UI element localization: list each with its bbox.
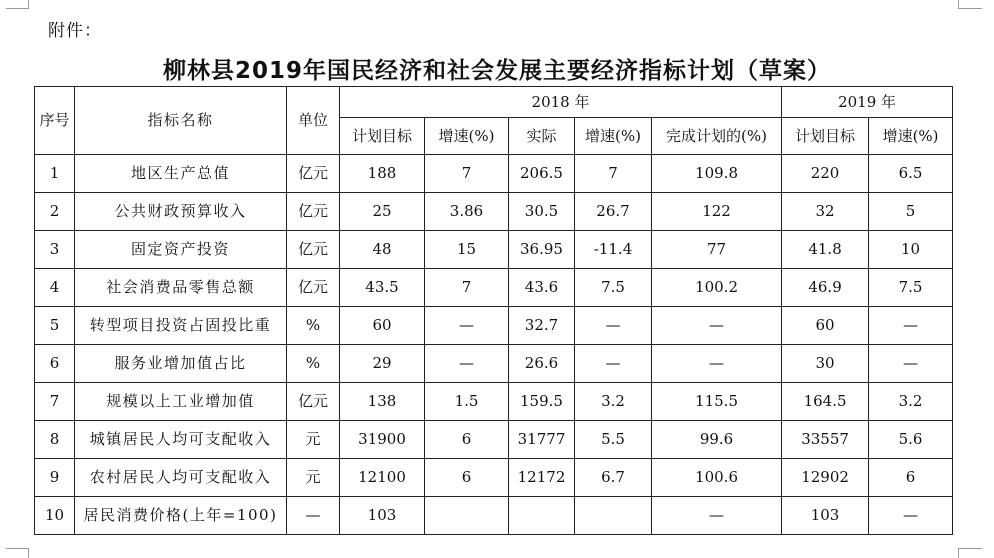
cell-unit: % [287, 345, 340, 383]
cell-2019-growth: 10 [869, 231, 953, 269]
cell-2018-actual: 206.5 [509, 155, 575, 193]
cell-seq: 8 [35, 421, 75, 459]
cell-2018-plan-growth [425, 497, 509, 535]
cell-seq: 7 [35, 383, 75, 421]
cell-2018-actual-growth: 7.5 [575, 269, 652, 307]
cell-2018-plan: 138 [340, 383, 425, 421]
cell-2018-plan-growth: 7 [425, 269, 509, 307]
cell-indicator-name: 农村居民人均可支配收入 [75, 459, 287, 497]
cell-indicator-name: 服务业增加值占比 [75, 345, 287, 383]
cell-2018-actual-growth [575, 497, 652, 535]
cell-2019-plan: 33557 [782, 421, 869, 459]
cell-2018-plan-growth: 1.5 [425, 383, 509, 421]
crop-mark-bottom-right-h [958, 548, 982, 549]
cell-2018-completion: 100.2 [652, 269, 782, 307]
cell-2018-plan: 48 [340, 231, 425, 269]
cell-seq: 5 [35, 307, 75, 345]
cell-2018-actual: 32.7 [509, 307, 575, 345]
cell-2018-actual: 36.95 [509, 231, 575, 269]
cell-2019-growth: — [869, 307, 953, 345]
cell-unit: 亿元 [287, 269, 340, 307]
header-unit: 单位 [287, 87, 340, 155]
crop-mark-top-left-h [6, 8, 28, 9]
cell-2018-actual: 43.6 [509, 269, 575, 307]
cell-2019-growth: 7.5 [869, 269, 953, 307]
cell-indicator-name: 公共财政预算收入 [75, 193, 287, 231]
crop-mark-top-left-v [28, 0, 29, 9]
cell-indicator-name: 地区生产总值 [75, 155, 287, 193]
cell-unit: 元 [287, 459, 340, 497]
crop-mark-top-right-v [958, 0, 959, 9]
cell-unit: % [287, 307, 340, 345]
cell-seq: 3 [35, 231, 75, 269]
cell-2019-plan: 12902 [782, 459, 869, 497]
crop-mark-bottom-left-h [6, 548, 28, 549]
table-row [35, 269, 953, 307]
cell-2019-plan: 32 [782, 193, 869, 231]
cell-2018-completion: 115.5 [652, 383, 782, 421]
cell-seq: 2 [35, 193, 75, 231]
cell-2018-actual-growth: 6.7 [575, 459, 652, 497]
table-row [35, 497, 953, 535]
cell-2019-growth: 5 [869, 193, 953, 231]
cell-2018-plan-growth: 6 [425, 459, 509, 497]
cell-seq: 6 [35, 345, 75, 383]
cell-indicator-name: 转型项目投资占固投比重 [75, 307, 287, 345]
cell-2018-plan: 103 [340, 497, 425, 535]
table-row [35, 307, 953, 345]
cell-2018-actual-growth: 3.2 [575, 383, 652, 421]
cell-2018-actual: 30.5 [509, 193, 575, 231]
cell-2018-actual-growth: 5.5 [575, 421, 652, 459]
cell-2019-plan: 30 [782, 345, 869, 383]
cell-2018-plan-growth: 6 [425, 421, 509, 459]
cell-2018-plan-growth: 3.86 [425, 193, 509, 231]
document-title: 柳林县2019年国民经济和社会发展主要经济指标计划（草案） [162, 58, 831, 84]
cell-indicator-name: 固定资产投资 [75, 231, 287, 269]
cell-unit: 亿元 [287, 231, 340, 269]
cell-indicator-name: 居民消费价格(上年=100) [75, 497, 287, 535]
cell-2018-plan-growth: 7 [425, 155, 509, 193]
cell-2018-actual: 26.6 [509, 345, 575, 383]
table-row [35, 459, 953, 497]
cell-2018-plan-growth: — [425, 345, 509, 383]
cell-2018-plan-growth: 15 [425, 231, 509, 269]
cell-2018-plan: 43.5 [340, 269, 425, 307]
cell-seq: 1 [35, 155, 75, 193]
cell-2018-completion: 109.8 [652, 155, 782, 193]
cell-unit: 亿元 [287, 383, 340, 421]
header-seq: 序号 [35, 87, 75, 155]
cell-unit: 元 [287, 421, 340, 459]
cell-unit: 亿元 [287, 193, 340, 231]
cell-2018-completion: — [652, 497, 782, 535]
table-row [35, 155, 953, 193]
table-row [35, 383, 953, 421]
cell-2019-plan: 220 [782, 155, 869, 193]
cell-indicator-name: 规模以上工业增加值 [75, 383, 287, 421]
cell-2018-plan: 12100 [340, 459, 425, 497]
cell-2019-growth: 3.2 [869, 383, 953, 421]
header-2018-completion: 完成计划的(%) [652, 118, 782, 155]
attachment-label: 附件： [48, 21, 102, 41]
crop-mark-bottom-right-v [958, 548, 959, 558]
cell-2019-growth: 6.5 [869, 155, 953, 193]
cell-2018-completion: — [652, 345, 782, 383]
cell-2018-plan: 31900 [340, 421, 425, 459]
cell-indicator-name: 社会消费品零售总额 [75, 269, 287, 307]
cell-2018-plan: 29 [340, 345, 425, 383]
table-row [35, 231, 953, 269]
cell-2018-completion: — [652, 307, 782, 345]
cell-2019-plan: 60 [782, 307, 869, 345]
header-2019-growth: 增速(%) [869, 118, 953, 155]
cell-2019-plan: 164.5 [782, 383, 869, 421]
cell-2018-plan: 188 [340, 155, 425, 193]
cell-2019-plan: 46.9 [782, 269, 869, 307]
cell-2018-plan: 60 [340, 307, 425, 345]
cell-2019-growth: 5.6 [869, 421, 953, 459]
header-year-2018: 2018 年 [340, 87, 782, 118]
cell-seq: 9 [35, 459, 75, 497]
cell-unit: — [287, 497, 340, 535]
cell-2019-growth: 6 [869, 459, 953, 497]
cell-2018-actual-growth: 26.7 [575, 193, 652, 231]
cell-2018-completion: 100.6 [652, 459, 782, 497]
cell-2019-plan: 103 [782, 497, 869, 535]
cell-2018-plan-growth: — [425, 307, 509, 345]
cell-indicator-name: 城镇居民人均可支配收入 [75, 421, 287, 459]
cell-2018-completion: 122 [652, 193, 782, 231]
table-row [35, 421, 953, 459]
cell-2018-actual: 12172 [509, 459, 575, 497]
cell-2018-actual [509, 497, 575, 535]
header-year-2019: 2019 年 [782, 87, 953, 118]
header-2018-actual-growth: 增速(%) [575, 118, 652, 155]
indicator-table [34, 86, 953, 535]
cell-2018-actual: 159.5 [509, 383, 575, 421]
header-row-1 [35, 87, 953, 118]
cell-seq: 4 [35, 269, 75, 307]
header-2018-plan-growth: 增速(%) [425, 118, 509, 155]
cell-2018-actual-growth: — [575, 345, 652, 383]
crop-mark-top-right-h [958, 8, 982, 9]
cell-2018-actual: 31777 [509, 421, 575, 459]
cell-2019-growth: — [869, 497, 953, 535]
cell-2018-actual-growth: -11.4 [575, 231, 652, 269]
header-2018-plan: 计划目标 [340, 118, 425, 155]
cell-unit: 亿元 [287, 155, 340, 193]
header-2018-actual: 实际 [509, 118, 575, 155]
table-row [35, 193, 953, 231]
header-2019-plan: 计划目标 [782, 118, 869, 155]
cell-seq: 10 [35, 497, 75, 535]
table-row [35, 345, 953, 383]
cell-2018-plan: 25 [340, 193, 425, 231]
cell-2018-actual-growth: — [575, 307, 652, 345]
header-indicator-name: 指标名称 [75, 87, 287, 155]
cell-2019-plan: 41.8 [782, 231, 869, 269]
cell-2018-completion: 99.6 [652, 421, 782, 459]
cell-2019-growth: — [869, 345, 953, 383]
cell-2018-actual-growth: 7 [575, 155, 652, 193]
crop-mark-bottom-left-v [28, 548, 29, 558]
cell-2018-completion: 77 [652, 231, 782, 269]
